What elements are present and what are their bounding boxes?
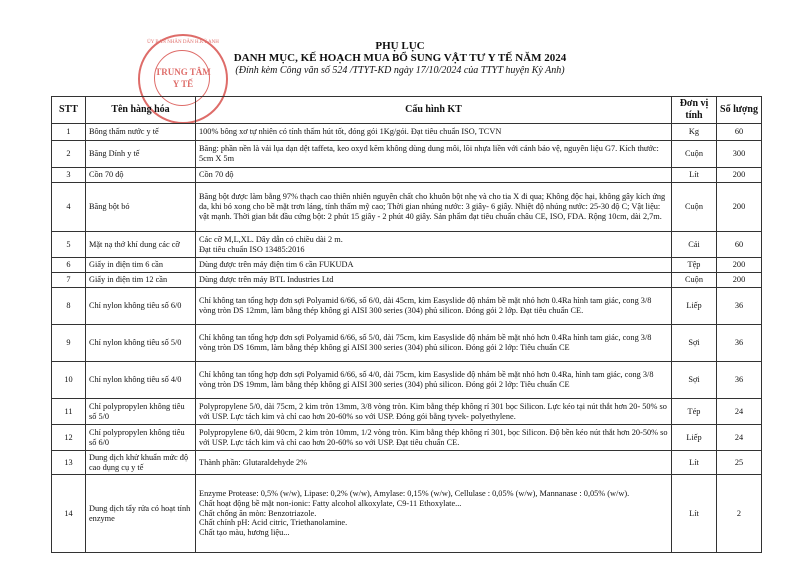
row-qty: 36 bbox=[717, 325, 762, 362]
row-name: Chỉ polypropylen không tiêu số 6/0 bbox=[86, 425, 196, 451]
row-qty: 200 bbox=[717, 168, 762, 183]
table-row bbox=[52, 362, 762, 399]
row-stt: 1 bbox=[52, 124, 86, 141]
row-spec: Băng: phần nền là vải lụa dạn dệt taffeta, keo oxyd kẽm không dùng dung môi, lõi nhựa liền với cánh bảo vệ, nguyên liệu G7. Kích thước: 5cm X 5m bbox=[196, 141, 672, 168]
row-spec: Dùng được trên máy BTL Industries Ltd bbox=[196, 273, 672, 288]
row-unit: Kg bbox=[672, 124, 717, 141]
row-spec: Cồn 70 độ bbox=[196, 168, 672, 183]
appendix-label: PHỤ LỤC bbox=[375, 40, 425, 52]
row-unit: Lít bbox=[672, 475, 717, 553]
row-name: Băng Dính y tế bbox=[86, 141, 196, 168]
table-header-row bbox=[52, 97, 762, 124]
table-row bbox=[52, 425, 762, 451]
row-stt: 2 bbox=[52, 141, 86, 168]
row-qty: 36 bbox=[717, 288, 762, 325]
document-title: DANH MỤC, KẾ HOẠCH MUA BỔ SUNG VẬT TƯ Y TẾ NĂM 2024 bbox=[233, 52, 567, 64]
col-header-unit: Đơn vị tính bbox=[672, 97, 717, 124]
table-row bbox=[52, 258, 762, 273]
row-stt: 10 bbox=[52, 362, 86, 399]
table-row bbox=[52, 475, 762, 553]
col-header-spec: Cấu hình KT bbox=[196, 97, 672, 124]
row-qty: 25 bbox=[717, 451, 762, 475]
row-name: Chỉ nylon không tiêu số 4/0 bbox=[86, 362, 196, 399]
row-unit: Liếp bbox=[672, 425, 717, 451]
table-row bbox=[52, 168, 762, 183]
row-stt: 14 bbox=[52, 475, 86, 553]
row-unit: Cuộn bbox=[672, 183, 717, 232]
row-spec: Polypropylene 5/0, dài 75cm, 2 kim tròn 13mm, 3/8 vòng tròn. Kim bằng thép không rỉ 301 bọc Silicon. Lực kéo tại nút thắt hơn 20- 50% so với USP. Lực tách kim và chỉ cao hơn 20-60% so với USP. Đóng gói bằng tyvek- polyethylene. bbox=[196, 399, 672, 425]
table-row bbox=[52, 124, 762, 141]
row-stt: 11 bbox=[52, 399, 86, 425]
row-stt: 12 bbox=[52, 425, 86, 451]
table-row bbox=[52, 451, 762, 475]
row-name: Giấy in điện tim 6 cần bbox=[86, 258, 196, 273]
row-name: Cồn 70 độ bbox=[86, 168, 196, 183]
row-spec: Dùng được trên máy điện tim 6 cần FUKUDA bbox=[196, 258, 672, 273]
row-qty: 200 bbox=[717, 183, 762, 232]
row-stt: 6 bbox=[52, 258, 86, 273]
row-name: Bông thấm nước y tế bbox=[86, 124, 196, 141]
row-unit: Tép bbox=[672, 399, 717, 425]
row-qty: 36 bbox=[717, 362, 762, 399]
seal-line-1: TRUNG TÂM bbox=[155, 67, 211, 77]
row-unit: Liếp bbox=[672, 288, 717, 325]
row-unit: Cái bbox=[672, 232, 717, 258]
row-stt: 8 bbox=[52, 288, 86, 325]
col-header-name: Tên hàng hóa bbox=[86, 97, 196, 124]
row-unit: Lít bbox=[672, 451, 717, 475]
seal-line-2: Y TẾ bbox=[172, 79, 194, 89]
row-stt: 13 bbox=[52, 451, 86, 475]
row-spec: Enzyme Protease: 0,5% (w/w), Lipase: 0,2% (w/w), Amylase: 0,15% (w/w), Cellulase : 0,05% (w/w), Mannanase : 0,05% (w/w). Chất hoạt động bề mặt non-ionic: Fatty alcohol alkoxylate, C9-11 Ethoxylate... Chất chống ăn mòn: Benzotriazole. Chất chỉnh pH: Acid citric, Triethanolamine. Chất tạo màu, hương liệu... bbox=[196, 475, 672, 553]
row-spec: 100% bông xơ tự nhiên có tính thấm hút tốt, đóng gói 1Kg/gói. Đạt tiêu chuẩn ISO, TCVN bbox=[196, 124, 672, 141]
row-spec: Chỉ không tan tổng hợp đơn sợi Polyamid 6/66, số 4/0, dài 75cm, kim Easyslide độ nhám bề mặt nhỏ hơn 0.4Ra, hình tam giác, cong 3/8 vòng tròn DS 19mm, làm bằng thép không gỉ AISI 300 series (304) phủ silicon. Đóng gói 2 lớp: Tiêu chuẩn CE bbox=[196, 362, 672, 399]
seal-ring-text: ỦY BAN NHÂN DÂN H.KỲ ANH bbox=[147, 40, 219, 45]
col-header-qty: Số lượng bbox=[717, 97, 762, 124]
row-name: Băng bột bó bbox=[86, 183, 196, 232]
row-spec: Băng bột được làm bằng 97% thạch cao thiên nhiên nguyên chất cho khuôn bột nhẹ và cho tia X đi qua; Không độc hại, không gây kích ứng da, khi bó xong cho bề mặt trơn láng, tính thấm mỹ cao; Thời gian nhúng nước: 3 giây- 6 giây. Nhiệt độ nhúng nước: 25-30 độ C; Vật liệu: vật mạnh. Thời gian bắt đầu cứng bột: 2 phút 15 giây - 2 phút 40 giây. Sản phẩm đạt tiêu chuẩn châu CE, ISO, FDA. Rộng 10cm, dài 2,7m. bbox=[196, 183, 672, 232]
row-stt: 3 bbox=[52, 168, 86, 183]
row-qty: 24 bbox=[717, 399, 762, 425]
row-stt: 4 bbox=[52, 183, 86, 232]
row-spec: Chỉ không tan tổng hợp đơn sợi Polyamid 6/66, số 5/0, dài 75cm, kim Easyslide độ nhám bề mặt nhỏ hơn 0.4Ra hình tam giác, cong 3/8 vòng tròn DS 16mm, làm bằng thép không gỉ AISI 300 series (304) phủ silicon. Đóng gói 2 lớp: Tiêu chuẩn CE bbox=[196, 325, 672, 362]
row-name: Dung dịch tẩy rửa có hoạt tính enzyme bbox=[86, 475, 196, 553]
row-unit: Sợi bbox=[672, 325, 717, 362]
table-row bbox=[52, 399, 762, 425]
row-name: Chỉ nylon không tiêu số 5/0 bbox=[86, 325, 196, 362]
row-spec: Các cỡ M,L,XL. Dây dẫn có chiều dài 2 m. Đạt tiêu chuẩn ISO 13485:2016 bbox=[196, 232, 672, 258]
row-spec: Chỉ không tan tổng hợp đơn sợi Polyamid 6/66, số 6/0, dài 45cm, kim Easyslide độ nhám bề mặt nhỏ hơn 0.4Ra hình tam giác, cong 3/8 vòng tròn DS 12mm, làm bằng thép không gỉ AISI 300 series (304) phủ silicon. Đóng gói 2 lớp. Đạt tiêu chuẩn CE. bbox=[196, 288, 672, 325]
row-qty: 200 bbox=[717, 273, 762, 288]
supplies-table bbox=[51, 96, 762, 553]
row-unit: Sợi bbox=[672, 362, 717, 399]
row-stt: 5 bbox=[52, 232, 86, 258]
table-row bbox=[52, 232, 762, 258]
row-spec: Polypropylene 6/0, dài 90cm, 2 kim tròn 10mm, 1/2 vòng tròn. Kim bằng thép không rỉ 301, bọc Silicon. Độ bền kéo nút thắt hơn 20-50% so với USP. Lực tách kim và chỉ cao hơn 20-60% so với USP. Đạt tiêu chuẩn CE. bbox=[196, 425, 672, 451]
row-spec: Thành phần: Glutaraldehyde 2% bbox=[196, 451, 672, 475]
document-note: (Đính kèm Công văn số 524 /TTYT-KD ngày 17/10/2024 của TTYT huyện Kỳ Anh) bbox=[235, 65, 565, 76]
row-stt: 9 bbox=[52, 325, 86, 362]
row-name: Chỉ polypropylen không tiêu số 5/0 bbox=[86, 399, 196, 425]
col-header-stt: STT bbox=[52, 97, 86, 124]
row-qty: 24 bbox=[717, 425, 762, 451]
row-qty: 300 bbox=[717, 141, 762, 168]
table-row bbox=[52, 141, 762, 168]
row-qty: 60 bbox=[717, 232, 762, 258]
row-name: Giấy in điện tim 12 cần bbox=[86, 273, 196, 288]
row-unit: Cuộn bbox=[672, 273, 717, 288]
table-row bbox=[52, 288, 762, 325]
row-name: Mặt nạ thở khí dung các cỡ bbox=[86, 232, 196, 258]
row-unit: Tệp bbox=[672, 258, 717, 273]
table-row bbox=[52, 183, 762, 232]
row-unit: Lít bbox=[672, 168, 717, 183]
row-stt: 7 bbox=[52, 273, 86, 288]
row-unit: Cuộn bbox=[672, 141, 717, 168]
table-row bbox=[52, 273, 762, 288]
row-qty: 60 bbox=[717, 124, 762, 141]
row-qty: 200 bbox=[717, 258, 762, 273]
row-name: Dung dịch khử khuẩn mức độ cao dụng cụ y tế bbox=[86, 451, 196, 475]
row-name: Chỉ nylon không tiêu số 6/0 bbox=[86, 288, 196, 325]
table-row bbox=[52, 325, 762, 362]
row-qty: 2 bbox=[717, 475, 762, 553]
